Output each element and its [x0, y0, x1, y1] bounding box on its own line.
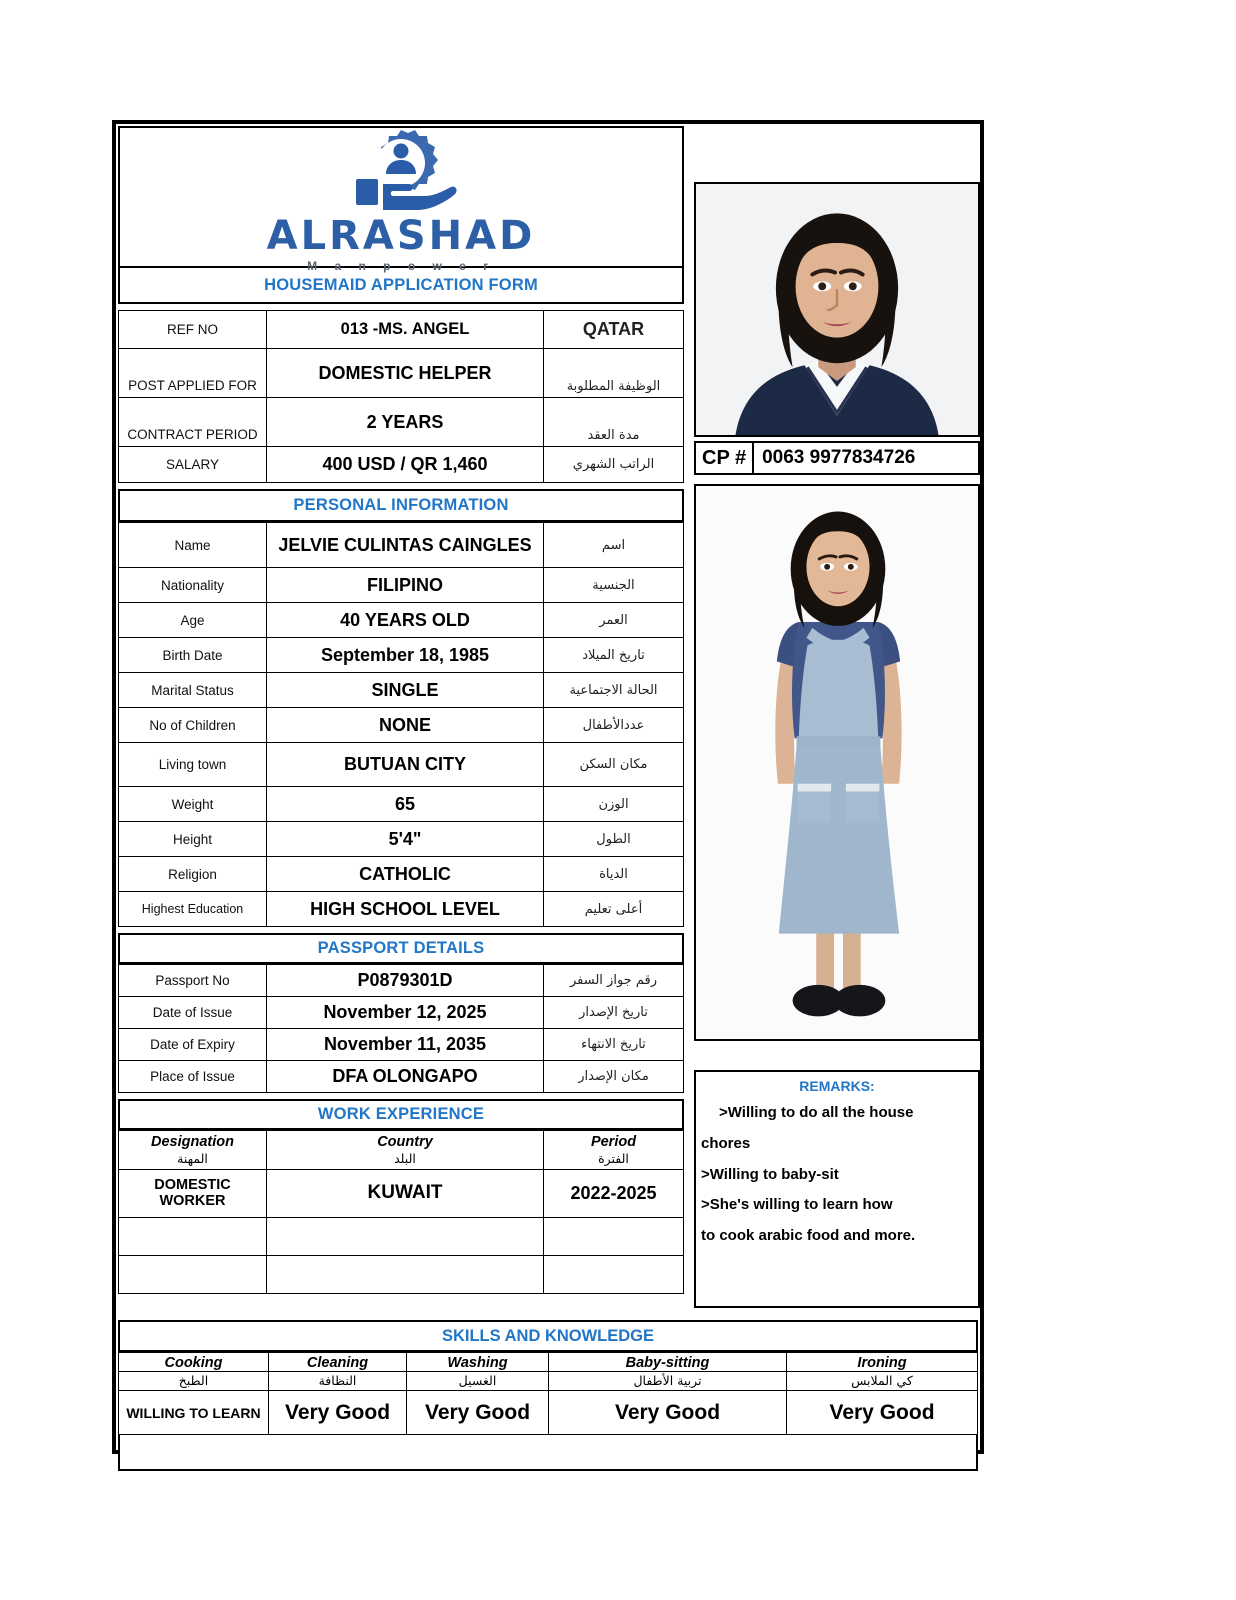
cp-label: CP # — [696, 443, 754, 473]
ironing-value: Very Good — [787, 1391, 978, 1435]
religion-label: Religion — [119, 857, 267, 892]
birth-date-label: Birth Date — [119, 638, 267, 673]
salary-value: 400 USD / QR 1,460 — [267, 447, 544, 483]
washing-header-ar: الغسيل — [407, 1372, 549, 1391]
age-label: Age — [119, 603, 267, 638]
job-details-table — [118, 310, 684, 483]
left-column — [118, 126, 684, 1294]
country-header-ar: البلد — [394, 1151, 416, 1167]
work-country-value — [267, 1255, 544, 1293]
living-town-label-ar: مكان السكن — [544, 743, 684, 787]
work-designation-value: DOMESTIC WORKER — [119, 1169, 267, 1217]
age-label-ar: العمر — [544, 603, 684, 638]
work-designation-value — [119, 1217, 267, 1255]
contract-period-label: CONTRACT PERIOD — [119, 398, 267, 447]
cooking-header-ar: الطبخ — [119, 1372, 269, 1391]
applicant-fullbody-photo — [694, 484, 980, 1041]
height-label: Height — [119, 822, 267, 857]
religion-label-ar: الدياة — [544, 857, 684, 892]
salary-label-ar: الراتب الشهري — [544, 447, 684, 483]
skills-section — [118, 1320, 978, 1471]
table-row — [119, 349, 684, 398]
table-row — [119, 1061, 684, 1093]
table-header-row — [119, 1353, 978, 1372]
babysitting-header: Baby-sitting — [549, 1353, 787, 1372]
cleaning-value: Very Good — [269, 1391, 407, 1435]
applicant-portrait-photo — [694, 182, 980, 437]
post-applied-label: POST APPLIED FOR — [119, 349, 267, 398]
personal-information-table — [118, 522, 684, 927]
cp-number-row — [694, 441, 980, 475]
cp-number-value: 0063 9977834726 — [762, 447, 916, 468]
table-header-row — [119, 1131, 684, 1170]
table-row — [119, 1169, 684, 1217]
education-value: HIGH SCHOOL LEVEL — [267, 892, 544, 927]
place-of-issue-label: Place of Issue — [119, 1061, 267, 1093]
religion-value: CATHOLIC — [267, 857, 544, 892]
work-period-value — [544, 1217, 684, 1255]
work-experience-section-title: WORK EXPERIENCE — [118, 1099, 684, 1130]
table-row — [119, 892, 684, 927]
salary-label: SALARY — [119, 447, 267, 483]
children-value: NONE — [267, 708, 544, 743]
name-value: JELVIE CULINTAS CAINGLES — [267, 523, 544, 568]
children-label: No of Children — [119, 708, 267, 743]
table-row — [119, 673, 684, 708]
ref-no-value: 013 -MS. ANGEL — [267, 311, 544, 349]
skills-footer-blank-row — [118, 1435, 978, 1471]
nationality-value: FILIPINO — [267, 568, 544, 603]
weight-label-ar: الوزن — [544, 787, 684, 822]
skills-section-title: SKILLS AND KNOWLEDGE — [118, 1320, 978, 1352]
designation-header-ar: المهنة — [177, 1151, 208, 1167]
period-header-en: Period — [590, 1134, 637, 1150]
table-row — [119, 1255, 684, 1293]
table-row — [119, 1217, 684, 1255]
work-period-value: 2022-2025 — [544, 1169, 684, 1217]
company-logo-subtitle: M a n p o w e r — [307, 258, 495, 273]
date-of-issue-value: November 12, 2025 — [267, 997, 544, 1029]
date-of-issue-label: Date of Issue — [119, 997, 267, 1029]
table-row — [119, 822, 684, 857]
table-row — [119, 965, 684, 997]
education-label-ar: أعلى تعليم — [544, 892, 684, 927]
passport-no-value: P0879301D — [267, 965, 544, 997]
nationality-label-ar: الجنسية — [544, 568, 684, 603]
living-town-label: Living town — [119, 743, 267, 787]
remarks-line: chores — [701, 1134, 751, 1152]
passport-no-label: Passport No — [119, 965, 267, 997]
table-row — [119, 447, 684, 483]
marital-status-value: SINGLE — [267, 673, 544, 708]
designation-header-en: Designation — [151, 1134, 234, 1150]
table-row — [119, 997, 684, 1029]
passport-no-label-ar: رقم جواز السفر — [544, 965, 684, 997]
remarks-line: >Willing to baby-sit — [701, 1165, 839, 1183]
nationality-label: Nationality — [119, 568, 267, 603]
height-label-ar: الطول — [544, 822, 684, 857]
table-row — [119, 857, 684, 892]
table-row — [119, 1029, 684, 1061]
place-of-issue-label-ar: مكان الإصدار — [544, 1061, 684, 1093]
post-applied-label-ar: الوظيفة المطلوبة — [544, 349, 684, 398]
education-label: Highest Education — [119, 892, 267, 927]
company-logo-band — [118, 126, 684, 273]
height-value: 5'4" — [267, 822, 544, 857]
contract-period-value: 2 YEARS — [267, 398, 544, 447]
table-row — [119, 787, 684, 822]
table-row — [119, 523, 684, 568]
weight-value: 65 — [267, 787, 544, 822]
work-designation-value — [119, 1255, 267, 1293]
contract-period-label-ar: مدة العقد — [544, 398, 684, 447]
cleaning-header: Cleaning — [269, 1353, 407, 1372]
work-period-value — [544, 1255, 684, 1293]
washing-value: Very Good — [407, 1391, 549, 1435]
table-row — [119, 638, 684, 673]
work-country-value: KUWAIT — [267, 1169, 544, 1217]
remarks-line: >Willing to do all the house — [719, 1104, 914, 1121]
babysitting-value: Very Good — [549, 1391, 787, 1435]
personal-information-section-title: PERSONAL INFORMATION — [118, 489, 684, 522]
age-value: 40 YEARS OLD — [267, 603, 544, 638]
table-row — [119, 311, 684, 349]
table-row — [119, 708, 684, 743]
work-country-value — [267, 1217, 544, 1255]
ironing-header: Ironing — [787, 1353, 978, 1372]
country-value: QATAR — [544, 311, 684, 349]
country-header — [267, 1131, 544, 1170]
skills-table — [118, 1352, 978, 1435]
table-row — [119, 603, 684, 638]
washing-header: Washing — [407, 1353, 549, 1372]
ironing-header-ar: كي الملابس — [787, 1372, 978, 1391]
remarks-line: to cook arabic food and more. — [701, 1227, 916, 1244]
remarks-box — [694, 1070, 980, 1308]
post-applied-value: DOMESTIC HELPER — [267, 349, 544, 398]
designation-header — [119, 1131, 267, 1170]
living-town-value: BUTUAN CITY — [267, 743, 544, 787]
children-label-ar: عددالأطفال — [544, 708, 684, 743]
table-row — [119, 743, 684, 787]
birth-date-label-ar: تاريخ الميلاد — [544, 638, 684, 673]
work-experience-table — [118, 1130, 684, 1294]
date-of-expiry-value: November 11, 2035 — [267, 1029, 544, 1061]
date-of-expiry-label-ar: تاريخ الانتهاء — [544, 1029, 684, 1061]
name-label: Name — [119, 523, 267, 568]
date-of-issue-label-ar: تاريخ الإصدار — [544, 997, 684, 1029]
form-title: HOUSEMAID APPLICATION FORM — [118, 266, 684, 304]
cooking-value: WILLING TO LEARN — [119, 1391, 269, 1435]
country-header-en: Country — [377, 1134, 433, 1150]
table-row — [119, 568, 684, 603]
marital-status-label-ar: الحالة الاجتماعية — [544, 673, 684, 708]
date-of-expiry-label: Date of Expiry — [119, 1029, 267, 1061]
weight-label: Weight — [119, 787, 267, 822]
babysitting-header-ar: تربية الأطفال — [549, 1372, 787, 1391]
table-header-row-ar — [119, 1372, 978, 1391]
period-header-ar: الفترة — [598, 1151, 629, 1167]
ref-no-label: REF NO — [119, 311, 267, 349]
table-row — [119, 398, 684, 447]
passport-details-table — [118, 964, 684, 1093]
place-of-issue-value: DFA OLONGAPO — [267, 1061, 544, 1093]
period-header — [544, 1131, 684, 1170]
name-label-ar: اسم — [544, 523, 684, 568]
gear-person-hand-icon — [267, 126, 536, 214]
remarks-title: REMARKS: — [799, 1078, 875, 1094]
marital-status-label: Marital Status — [119, 673, 267, 708]
cleaning-header-ar: النظافة — [269, 1372, 407, 1391]
company-logo-name: ALRASHAD — [266, 212, 536, 259]
table-row — [119, 1391, 978, 1435]
cooking-header: Cooking — [119, 1353, 269, 1372]
birth-date-value: September 18, 1985 — [267, 638, 544, 673]
passport-details-section-title: PASSPORT DETAILS — [118, 933, 684, 964]
remarks-line: >She's willing to learn how — [701, 1196, 893, 1214]
